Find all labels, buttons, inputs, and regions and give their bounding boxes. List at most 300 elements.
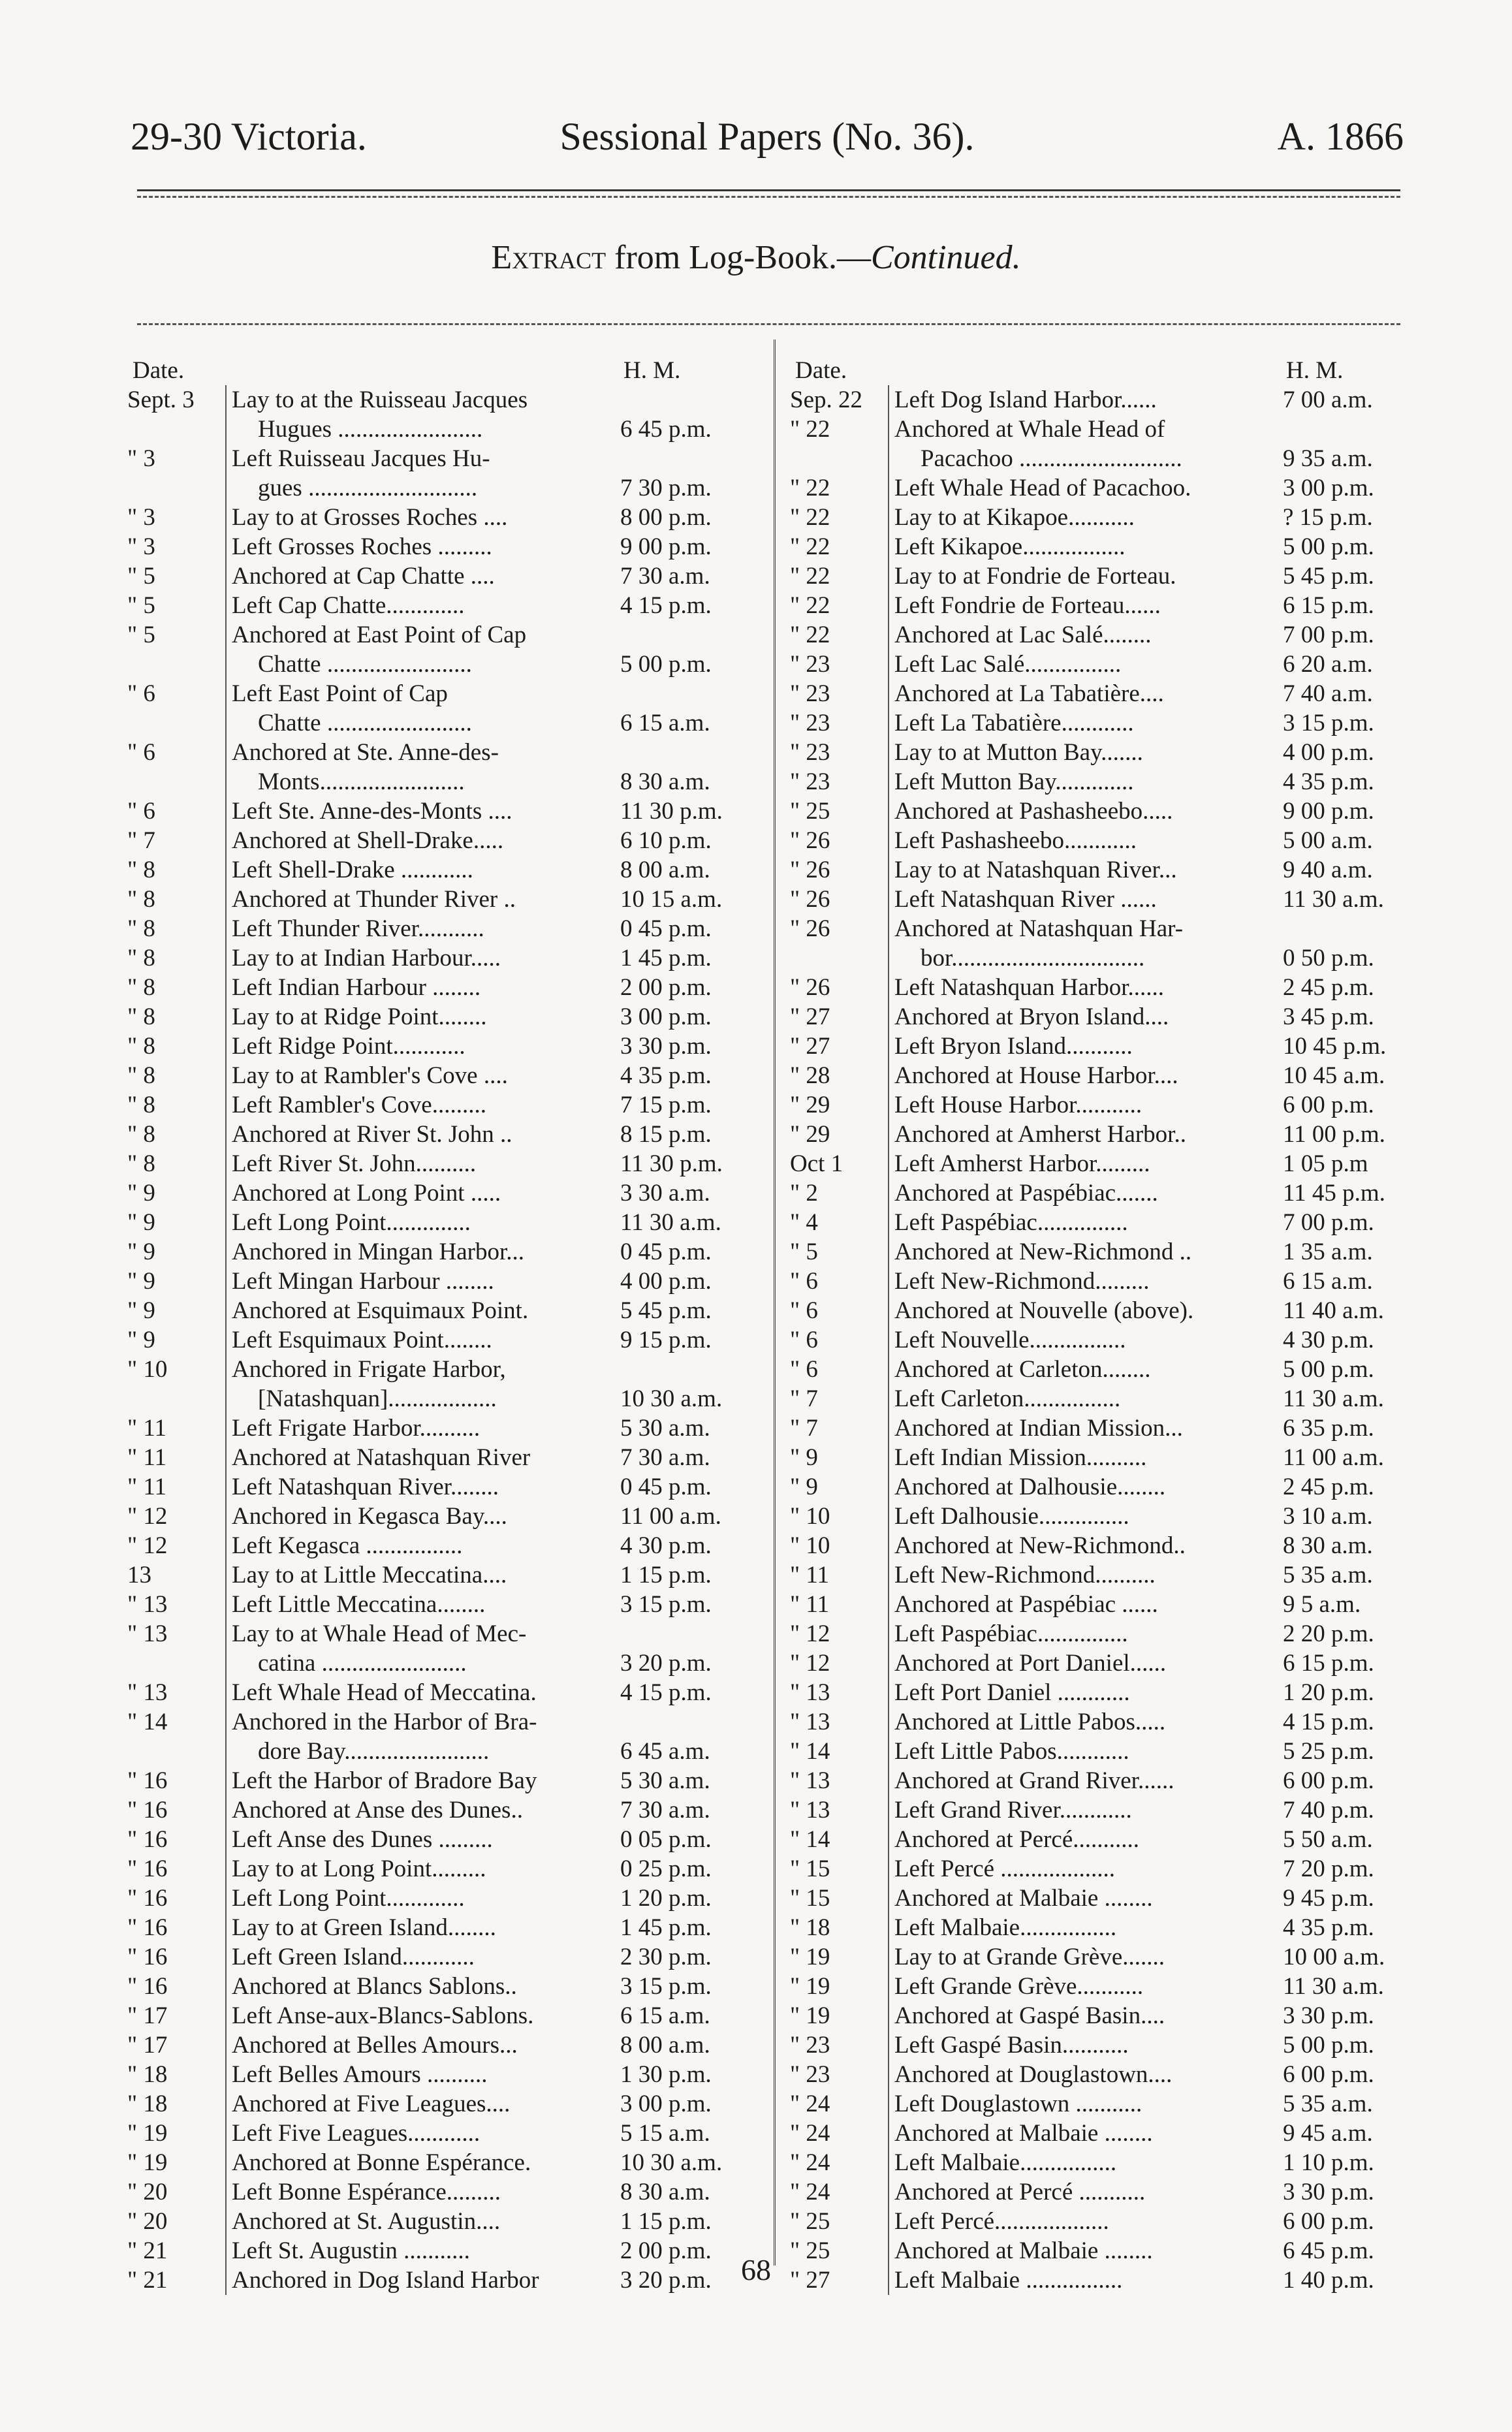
entry-date: " 26 bbox=[790, 827, 830, 854]
log-entry-row bbox=[127, 2001, 764, 2030]
entry-event bbox=[225, 532, 610, 561]
entry-date: " 9 bbox=[790, 1474, 818, 1500]
log-entry-row bbox=[790, 885, 1426, 914]
entry-time: 0 45 p.m. bbox=[620, 1474, 712, 1500]
header-rule bbox=[137, 189, 1400, 191]
entry-event-line: Left Dog Island Harbor...... bbox=[894, 387, 1157, 413]
entry-date: " 9 bbox=[127, 1327, 155, 1353]
entry-time: 4 15 p.m. bbox=[1283, 1709, 1374, 1735]
entry-event bbox=[888, 1149, 1273, 1178]
log-entry-row bbox=[790, 1032, 1426, 1061]
entry-event bbox=[888, 885, 1273, 914]
entry-event-line: Anchored at Malbaie ........ bbox=[894, 2237, 1153, 2264]
log-entry-row bbox=[790, 1707, 1426, 1737]
entry-event-line: Left Fondrie de Forteau...... bbox=[894, 592, 1161, 619]
page-title bbox=[0, 238, 1512, 277]
entry-event-line: Anchored at Blancs Sablons.. bbox=[232, 1973, 517, 2000]
entry-time: 7 00 a.m. bbox=[1283, 387, 1373, 413]
log-entry-row bbox=[790, 1061, 1426, 1090]
log-entry-row bbox=[790, 1355, 1426, 1384]
entry-date: " 22 bbox=[790, 475, 830, 501]
entry-event-line: Left Mingan Harbour ........ bbox=[232, 1268, 494, 1295]
entry-date: " 25 bbox=[790, 798, 830, 825]
entry-event-line: Anchored at Natashquan River bbox=[232, 1444, 531, 1471]
entry-event-line: Lay to at Natashquan River... bbox=[894, 857, 1177, 883]
entry-event-line: Left the Harbor of Bradore Bay bbox=[232, 1767, 537, 1794]
entry-time: 6 45 p.m. bbox=[620, 416, 712, 443]
log-entry-row bbox=[127, 1502, 764, 1531]
entry-event bbox=[888, 797, 1273, 826]
entry-time: 4 35 p.m. bbox=[620, 1062, 712, 1089]
entry-event-line: Left Shell-Drake ............ bbox=[232, 857, 473, 883]
entry-date: " 16 bbox=[127, 1856, 168, 1882]
log-entry-row bbox=[127, 1208, 764, 1237]
entry-event-line: Left Anse-aux-Blancs-Sablons. bbox=[232, 2002, 534, 2029]
entry-time: 6 45 p.m. bbox=[1283, 2237, 1374, 2264]
log-entry-row bbox=[790, 679, 1426, 708]
entry-date: " 23 bbox=[790, 2061, 830, 2088]
log-entry-row bbox=[790, 1443, 1426, 1472]
entry-date: " 6 bbox=[127, 680, 155, 707]
entry-event-line: Lay to at Mutton Bay....... bbox=[894, 739, 1143, 766]
entry-event bbox=[225, 2148, 610, 2177]
log-entry-row bbox=[127, 1707, 764, 1766]
log-entry-row bbox=[790, 1678, 1426, 1707]
log-entry-row bbox=[790, 1649, 1426, 1678]
log-entry-row bbox=[790, 1178, 1426, 1208]
entry-time: 3 30 p.m. bbox=[1283, 2179, 1374, 2205]
entry-event bbox=[888, 650, 1273, 679]
entry-event-line: Left Malbaie................ bbox=[894, 1914, 1117, 1941]
entry-event bbox=[888, 1590, 1273, 1619]
log-entry-row bbox=[790, 1854, 1426, 1884]
entry-event-line: Anchored at Indian Mission... bbox=[894, 1415, 1183, 1442]
entry-time: 5 00 a.m. bbox=[1283, 827, 1373, 854]
entry-date: " 25 bbox=[790, 2237, 830, 2264]
entry-event-line: Pacachoo ........................... bbox=[921, 445, 1182, 472]
entry-date: " 11 bbox=[127, 1444, 166, 1471]
entry-date: " 9 bbox=[127, 1297, 155, 1324]
log-entry-row bbox=[790, 620, 1426, 650]
entry-event-line: Anchored at Little Pabos..... bbox=[894, 1709, 1166, 1735]
entry-date: " 8 bbox=[127, 1033, 155, 1060]
entry-event-line: Anchored at Whale Head of bbox=[894, 416, 1165, 443]
entry-event-line: Chatte ........................ bbox=[258, 710, 472, 736]
entry-date: " 6 bbox=[127, 798, 155, 825]
entry-event-line: gues ............................ bbox=[258, 475, 478, 501]
entry-time: 3 30 p.m. bbox=[620, 1033, 712, 1060]
entry-date: Sep. 22 bbox=[790, 387, 862, 413]
entry-date: " 12 bbox=[127, 1503, 168, 1530]
log-entry-row bbox=[127, 885, 764, 914]
entry-time: 5 00 p.m. bbox=[1283, 533, 1374, 560]
entry-date: " 12 bbox=[790, 1620, 830, 1647]
entry-date: " 12 bbox=[127, 1532, 168, 1559]
entry-event bbox=[225, 2030, 610, 2060]
entry-event bbox=[225, 1619, 610, 1678]
log-entry-row bbox=[127, 1884, 764, 1913]
entry-time: 9 15 p.m. bbox=[620, 1327, 712, 1353]
entry-time: 7 30 a.m. bbox=[620, 1444, 710, 1471]
entry-date: " 6 bbox=[127, 739, 155, 766]
entry-date: " 9 bbox=[127, 1180, 155, 1207]
entry-event-line: Lay to at Little Meccatina.... bbox=[232, 1562, 507, 1588]
entry-event-line: Left New-Richmond......... bbox=[894, 1268, 1150, 1295]
entry-time: 7 20 p.m. bbox=[1283, 1856, 1374, 1882]
entry-event-line: Left Little Meccatina........ bbox=[232, 1591, 486, 1618]
entry-date: " 22 bbox=[790, 504, 830, 531]
entry-event bbox=[225, 561, 610, 591]
log-entry-row bbox=[127, 1795, 764, 1825]
column-label-date: Date. bbox=[795, 357, 847, 384]
log-entry-row bbox=[127, 1413, 764, 1443]
entry-event-line: Left Anse des Dunes ......... bbox=[232, 1826, 493, 1853]
entry-time: 1 35 a.m. bbox=[1283, 1239, 1373, 1265]
entry-event-line: catina ........................ bbox=[258, 1650, 467, 1677]
entry-event-line: Anchored at Percé........... bbox=[894, 1826, 1140, 1853]
log-rows-left bbox=[127, 385, 764, 2295]
entry-event bbox=[888, 1884, 1273, 1913]
entry-time: 6 15 a.m. bbox=[620, 710, 710, 736]
log-entry-row bbox=[127, 2060, 764, 2089]
log-entry-row bbox=[790, 973, 1426, 1002]
entry-time: 11 00 a.m. bbox=[1283, 1444, 1384, 1471]
entry-date: " 9 bbox=[127, 1268, 155, 1295]
entry-time: 4 15 p.m. bbox=[620, 592, 712, 619]
log-entry-row bbox=[127, 532, 764, 561]
entry-date: " 16 bbox=[127, 1944, 168, 1970]
page-number: 68 bbox=[741, 2253, 771, 2286]
entry-time: 3 15 p.m. bbox=[1283, 710, 1374, 736]
entry-event-line: Left Grosses Roches ......... bbox=[232, 533, 492, 560]
entry-event bbox=[225, 679, 610, 738]
entry-event bbox=[888, 2177, 1273, 2207]
entry-date: " 8 bbox=[127, 1003, 155, 1030]
title-from-log-book: from Log-Book.— bbox=[606, 239, 871, 276]
log-entry-row bbox=[127, 826, 764, 855]
entry-event bbox=[888, 1795, 1273, 1825]
entry-time: 4 35 p.m. bbox=[1283, 1914, 1374, 1941]
entry-time: 3 00 p.m. bbox=[620, 1003, 712, 1030]
entry-event bbox=[888, 1737, 1273, 1766]
log-entry-row bbox=[127, 2089, 764, 2119]
log-entry-row bbox=[127, 2177, 764, 2207]
log-entry-row bbox=[790, 1296, 1426, 1325]
log-entry-row bbox=[127, 561, 764, 591]
entry-event bbox=[225, 1942, 610, 1972]
entry-event-line: Anchored at Nouvelle (above). bbox=[894, 1297, 1194, 1324]
entry-time: 7 15 p.m. bbox=[620, 1092, 712, 1118]
entry-date: " 20 bbox=[127, 2179, 168, 2205]
entry-time: 9 45 p.m. bbox=[1283, 1885, 1374, 1912]
entry-event bbox=[225, 1061, 610, 1090]
entry-time: 1 40 p.m. bbox=[1283, 2267, 1374, 2294]
entry-event-line: Left Whale Head of Pacachoo. bbox=[894, 475, 1191, 501]
entry-event bbox=[225, 1208, 610, 1237]
entry-time: 11 30 p.m. bbox=[620, 1150, 723, 1177]
entry-date: " 22 bbox=[790, 563, 830, 590]
entry-event-line: Left Indian Harbour ........ bbox=[232, 974, 481, 1001]
entry-time: 5 30 a.m. bbox=[620, 1767, 710, 1794]
entry-event bbox=[888, 2207, 1273, 2236]
entry-event bbox=[888, 1178, 1273, 1208]
log-rows-right bbox=[790, 385, 1426, 2295]
entry-event-line: Anchored in the Harbor of Bra- bbox=[232, 1709, 537, 1735]
entry-date: " 8 bbox=[127, 915, 155, 942]
entry-date: 13 bbox=[127, 1562, 151, 1588]
entry-event-line: Left La Tabatière............ bbox=[894, 710, 1134, 736]
entry-time: 6 15 p.m. bbox=[1283, 1650, 1374, 1677]
log-entry-row bbox=[790, 1208, 1426, 1237]
entry-time: 7 40 a.m. bbox=[1283, 680, 1373, 707]
log-entry-row bbox=[127, 1619, 764, 1678]
entry-event-line: Anchored at Long Point ..... bbox=[232, 1180, 501, 1207]
entry-date: " 19 bbox=[127, 2149, 168, 2176]
entry-event-line: Anchored at East Point of Cap bbox=[232, 622, 527, 648]
log-entry-row bbox=[127, 1590, 764, 1619]
entry-event-line: Lay to at Long Point......... bbox=[232, 1856, 486, 1882]
header-left-volume: 29-30 Victoria. bbox=[131, 115, 367, 158]
entry-event bbox=[888, 385, 1273, 415]
entry-event bbox=[888, 1649, 1273, 1678]
entry-time: 1 45 p.m. bbox=[620, 945, 712, 971]
entry-time: 7 30 a.m. bbox=[620, 563, 710, 590]
entry-time: 8 15 p.m. bbox=[620, 1121, 712, 1148]
entry-time: 5 00 p.m. bbox=[620, 651, 712, 678]
entry-time: 8 30 a.m. bbox=[620, 2179, 710, 2205]
entry-event bbox=[888, 2148, 1273, 2177]
log-entry-row bbox=[790, 1120, 1426, 1149]
entry-time: 11 30 p.m. bbox=[620, 798, 723, 825]
entry-event bbox=[225, 1590, 610, 1619]
entry-date: " 9 bbox=[127, 1209, 155, 1236]
entry-event-line: Lay to at Ridge Point........ bbox=[232, 1003, 487, 1030]
log-entry-row bbox=[790, 1825, 1426, 1854]
entry-event bbox=[225, 1825, 610, 1854]
entry-time: 11 30 a.m. bbox=[1283, 886, 1384, 913]
entry-event bbox=[225, 943, 610, 973]
log-entry-row bbox=[127, 1355, 764, 1413]
log-entry-row bbox=[790, 1531, 1426, 1560]
entry-event bbox=[888, 2089, 1273, 2119]
entry-date: " 23 bbox=[790, 739, 830, 766]
entry-time: 10 45 p.m. bbox=[1283, 1033, 1387, 1060]
log-entry-row bbox=[127, 1825, 764, 1854]
entry-time: 1 10 p.m. bbox=[1283, 2149, 1374, 2176]
log-entry-row bbox=[790, 2119, 1426, 2148]
entry-event-line: Left Natashquan River........ bbox=[232, 1474, 499, 1500]
entry-time: 2 00 p.m. bbox=[620, 974, 712, 1001]
entry-event-line: Anchored at Shell-Drake..... bbox=[232, 827, 504, 854]
entry-event-line: Left Thunder River........... bbox=[232, 915, 484, 942]
entry-event-line: Anchored at Malbaie ........ bbox=[894, 1885, 1153, 1912]
entry-date: " 25 bbox=[790, 2208, 830, 2235]
log-entry-row bbox=[790, 1590, 1426, 1619]
entry-event-line: Left Mutton Bay............. bbox=[894, 768, 1134, 795]
log-entry-row bbox=[127, 1032, 764, 1061]
entry-event-line: Left River St. John.......... bbox=[232, 1150, 477, 1177]
log-entry-row bbox=[790, 1149, 1426, 1178]
entry-event bbox=[888, 561, 1273, 591]
entry-event-line: Left Cap Chatte............. bbox=[232, 592, 465, 619]
entry-time: 3 30 a.m. bbox=[620, 1180, 710, 1207]
entry-event bbox=[888, 1267, 1273, 1296]
entry-event-line: Anchored at St. Augustin.... bbox=[232, 2208, 501, 2235]
entry-date: " 23 bbox=[790, 710, 830, 736]
log-entry-row bbox=[790, 1560, 1426, 1590]
entry-date: Sept. 3 bbox=[127, 387, 195, 413]
entry-event-line: Anchored at Belles Amours... bbox=[232, 2032, 518, 2059]
entry-event-line: Left Rambler's Cove......... bbox=[232, 1092, 486, 1118]
entry-event-line: Left Indian Mission.......... bbox=[894, 1444, 1147, 1471]
entry-event bbox=[225, 1766, 610, 1795]
entry-time: 3 00 p.m. bbox=[620, 2091, 712, 2117]
entry-time: 4 15 p.m. bbox=[620, 1679, 712, 1706]
log-entry-row bbox=[127, 1443, 764, 1472]
entry-event bbox=[888, 1325, 1273, 1355]
entry-date: " 28 bbox=[790, 1062, 830, 1089]
header-rule-dashed bbox=[137, 196, 1400, 198]
log-entry-row bbox=[790, 2030, 1426, 2060]
entry-date: " 26 bbox=[790, 915, 830, 942]
entry-date: " 9 bbox=[790, 1444, 818, 1471]
log-entry-row bbox=[127, 385, 764, 444]
entry-event-line: Anchored at Cap Chatte .... bbox=[232, 563, 495, 590]
entry-date: " 27 bbox=[790, 1033, 830, 1060]
log-entry-row bbox=[790, 1472, 1426, 1502]
entry-time: 6 00 p.m. bbox=[1283, 1092, 1374, 1118]
entry-time: 5 00 p.m. bbox=[1283, 2032, 1374, 2059]
entry-date: " 24 bbox=[790, 2120, 830, 2147]
column-label-hm: H. M. bbox=[623, 357, 681, 384]
entry-event bbox=[225, 1002, 610, 1032]
log-entry-row bbox=[127, 943, 764, 973]
entry-time: 7 00 p.m. bbox=[1283, 622, 1374, 648]
entry-event-line: Left Whale Head of Meccatina. bbox=[232, 1679, 537, 1706]
entry-event-line: Left Ridge Point............ bbox=[232, 1033, 465, 1060]
entry-time: 2 30 p.m. bbox=[620, 1944, 712, 1970]
log-entry-row bbox=[127, 1472, 764, 1502]
entry-date: " 5 bbox=[127, 622, 155, 648]
entry-date: " 7 bbox=[790, 1385, 818, 1412]
entry-event bbox=[225, 591, 610, 620]
entry-time: 7 30 p.m. bbox=[620, 475, 712, 501]
entry-event-line: Anchored at Five Leagues.... bbox=[232, 2091, 511, 2117]
entry-time: 5 00 p.m. bbox=[1283, 1356, 1374, 1383]
entry-event-line: bor................................ bbox=[921, 945, 1145, 971]
entry-event bbox=[888, 1472, 1273, 1502]
entry-date: " 10 bbox=[790, 1532, 830, 1559]
entry-event bbox=[888, 914, 1273, 973]
entry-time: 11 00 p.m. bbox=[1283, 1121, 1385, 1148]
entry-event bbox=[225, 1267, 610, 1296]
entry-time: 7 00 p.m. bbox=[1283, 1209, 1374, 1236]
log-entry-row bbox=[127, 1325, 764, 1355]
entry-event-line: Left Ste. Anne-des-Monts .... bbox=[232, 798, 512, 825]
log-entry-row bbox=[790, 855, 1426, 885]
entry-date: " 13 bbox=[790, 1679, 830, 1706]
log-column-right bbox=[790, 356, 1426, 2295]
entry-date: " 16 bbox=[127, 1914, 168, 1941]
entry-date: " 24 bbox=[790, 2091, 830, 2117]
title-rule bbox=[137, 323, 1400, 325]
log-entry-row bbox=[790, 503, 1426, 532]
entry-event-line: Lay to at Grosses Roches .... bbox=[232, 504, 508, 531]
log-entry-row bbox=[790, 2207, 1426, 2236]
entry-event-line: Anchored at Bonne Espérance. bbox=[232, 2149, 531, 2176]
log-entry-row bbox=[790, 1913, 1426, 1942]
log-entry-row bbox=[127, 503, 764, 532]
entry-date: " 29 bbox=[790, 1121, 830, 1148]
entry-date: " 5 bbox=[790, 1239, 818, 1265]
entry-date: " 29 bbox=[790, 1092, 830, 1118]
log-entry-row bbox=[127, 1296, 764, 1325]
column-header bbox=[790, 356, 1426, 385]
entry-time: 11 30 a.m. bbox=[1283, 1973, 1384, 2000]
entry-date: " 13 bbox=[790, 1797, 830, 1824]
log-entry-row bbox=[127, 1178, 764, 1208]
entry-event-line: Left Bryon Island........... bbox=[894, 1033, 1133, 1060]
log-entry-row bbox=[127, 1766, 764, 1795]
log-entry-row bbox=[790, 591, 1426, 620]
entry-event-line: Anchored at Ste. Anne-des- bbox=[232, 739, 499, 766]
log-entry-row bbox=[790, 1619, 1426, 1649]
entry-event bbox=[888, 1413, 1273, 1443]
entry-event bbox=[888, 591, 1273, 620]
entry-time: 5 45 p.m. bbox=[1283, 563, 1374, 590]
log-entry-row bbox=[127, 1090, 764, 1120]
log-entry-row bbox=[127, 914, 764, 943]
log-entry-row bbox=[127, 797, 764, 826]
entry-event bbox=[225, 973, 610, 1002]
entry-time: 0 50 p.m. bbox=[1283, 945, 1374, 971]
entry-event bbox=[888, 1619, 1273, 1649]
entry-event bbox=[888, 1061, 1273, 1090]
entry-date: " 8 bbox=[127, 945, 155, 971]
entry-time: 6 35 p.m. bbox=[1283, 1415, 1374, 1442]
entry-time: 9 35 a.m. bbox=[1283, 445, 1373, 472]
entry-date: " 5 bbox=[127, 592, 155, 619]
entry-event bbox=[225, 620, 610, 679]
log-entry-row bbox=[790, 650, 1426, 679]
entry-event bbox=[888, 1942, 1273, 1972]
entry-event bbox=[225, 1472, 610, 1502]
entry-event bbox=[225, 1090, 610, 1120]
log-entry-row bbox=[790, 1795, 1426, 1825]
entry-date: " 8 bbox=[127, 974, 155, 1001]
entry-time: 2 20 p.m. bbox=[1283, 1620, 1374, 1647]
log-entry-row bbox=[790, 385, 1426, 415]
entry-time: 6 00 p.m. bbox=[1283, 2208, 1374, 2235]
entry-time: 5 35 a.m. bbox=[1283, 1562, 1373, 1588]
entry-event-line: Anchored at Natashquan Har- bbox=[894, 915, 1184, 942]
entry-event-line: Anchored at Port Daniel...... bbox=[894, 1650, 1167, 1677]
entry-date: " 26 bbox=[790, 974, 830, 1001]
entry-date: " 13 bbox=[127, 1620, 168, 1647]
entry-date: " 14 bbox=[127, 1709, 168, 1735]
entry-time: 4 35 p.m. bbox=[1283, 768, 1374, 795]
entry-event-line: Left Grand River............ bbox=[894, 1797, 1132, 1824]
entry-event-line: Left Long Point.............. bbox=[232, 1209, 471, 1236]
entry-time: 3 00 p.m. bbox=[1283, 475, 1374, 501]
entry-event bbox=[225, 1913, 610, 1942]
log-entry-row bbox=[790, 708, 1426, 738]
entry-event-line: Left Port Daniel ............ bbox=[894, 1679, 1130, 1706]
entry-date: " 21 bbox=[127, 2267, 168, 2294]
entry-date: " 6 bbox=[790, 1297, 818, 1324]
log-entry-row bbox=[127, 1267, 764, 1296]
entry-time: 10 00 a.m. bbox=[1283, 1944, 1385, 1970]
